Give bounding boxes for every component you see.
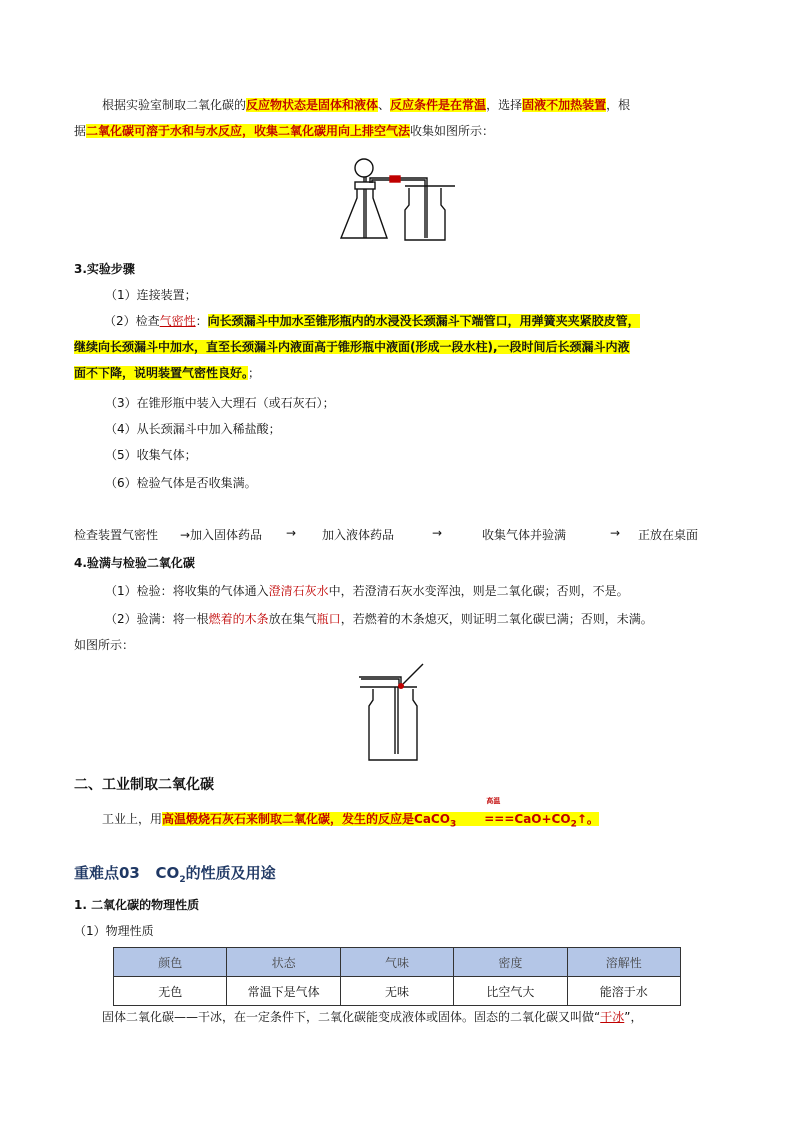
physical-properties-table [113,947,681,1006]
industry-title: 二、工业制取二氧化碳 [74,777,214,793]
physical-subtitle: （1）物理性质 [74,924,154,938]
reaction-equation: CaCO$_3$ 高温 $===CaO+CO_2↑$。 [414,797,599,830]
verify-title: 4.验满与检验二氧化碳 [74,556,195,570]
step-5: （5）收集气体； [105,448,197,462]
dry-ice-paragraph: 固体二氧化碳——干冰，在一定条件下，二氧化碳能变成液体或固体。固态的二氧化碳又叫做“干冰”， [102,1010,643,1024]
steps-title: 3.实验步骤 [74,262,135,276]
table-row: 无色 常温下是气体 无味 比空气大 能溶于水 [114,977,681,1006]
verify-1: （1）检验：将收集的气体通入澄清石灰水中，若澄清石灰水变浑浊，则是二氧化碳；否则，不是。 [105,584,629,598]
verify-fig-caption: 如图所示： [74,638,135,652]
verify-2: （2）验满：将一根燃着的木条放在集气瓶口，若燃着的木条熄灭，则证明二氧化碳已满；否则，未满。 [105,612,653,626]
step-2: （2）检查气密性：向长颈漏斗中加水至锥形瓶内的水浸没长颈漏斗下端管口，用弹簧夹夹紧胶皮管， [104,314,640,328]
step-2-line3: 面不下降，说明装置气密性良好。； [74,366,261,380]
step-6: （6）检验气体是否收集满。 [105,476,257,490]
industry-paragraph: 工业上，用高温煅烧石灰石来制取二氧化碳，发生的反应是CaCO$_3$ 高温 $===CaO+CO_2↑$。 [102,797,599,830]
intro-paragraph-line2: 据二氧化碳可溶于水和与水反应，收集二氧化碳用向上排空气法收集如图所示： [74,124,495,138]
gas-jar-diagram [355,662,435,762]
step-4: （4）从长颈漏斗中加入稀盐酸； [105,422,281,436]
table-header-row: 颜色 状态 气味 密度 溶解性 [114,948,681,977]
apparatus-diagram [335,150,465,245]
step-2-line2: 继续向长颈漏斗中加水，直至长颈漏斗内液面高于锥形瓶中液面(形成一段水柱),一段时间后长颈漏斗内液 [74,340,630,354]
physical-title: 1. 二氧化碳的物理性质 [74,898,200,912]
step-1: （1）连接装置； [105,288,197,302]
section-heading: 重难点03 $CO_2$的性质及用途 [74,864,276,885]
step-3: （3）在锥形瓶中装入大理石（或石灰石）； [105,396,335,410]
intro-paragraph: 根据实验室制取二氧化碳的反应物状态是固体和液体、反应条件是在常温，选择固液不加热装置，根 [102,98,631,112]
